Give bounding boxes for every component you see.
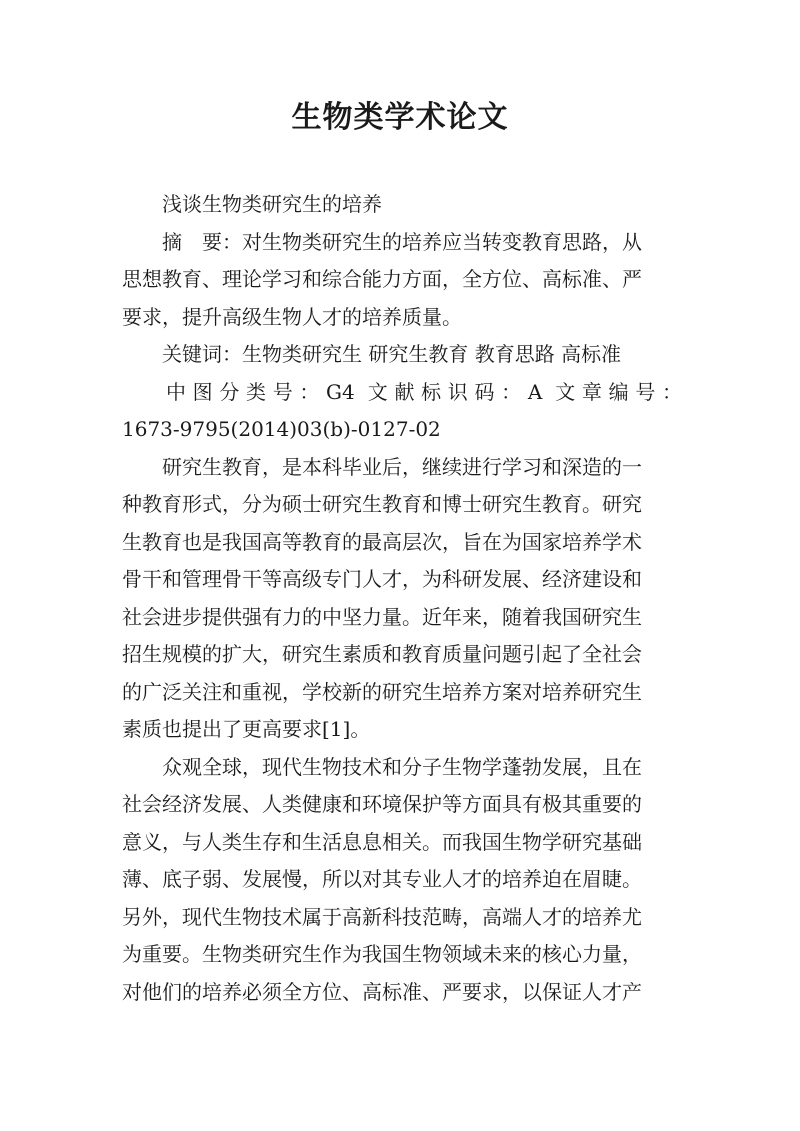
paragraph-line: 另外，现代生物技术属于高新科技范畴，高端人才的培养尤 — [122, 904, 642, 929]
article-number-line: 1673-9795(2014)03(b)-0127-02 — [122, 417, 441, 441]
paragraph-line: 为重要。生物类研究生作为我国生物领域未来的核心力量， — [122, 942, 642, 966]
classification-line: 中图分类号：G4 文献标识码：A 文章编号： — [166, 379, 682, 404]
paragraph-line: 骨干和管理骨干等高级专门人才，为科研发展、经济建设和 — [122, 567, 642, 591]
paragraph-line: 招生规模的扩大，研究生素质和教育质量问题引起了全社会 — [122, 642, 642, 666]
paragraph-line: 素质也提出了更高要求[1]。 — [122, 717, 371, 741]
paragraph-line: 的广泛关注和重视，学校新的研究生培养方案对培养研究生 — [122, 679, 642, 704]
paragraph-line: 社会经济发展、人类健康和环境保护等方面具有极其重要的 — [122, 792, 642, 816]
paragraph-line: 生教育也是我国高等教育的最高层次，旨在为国家培养学术 — [122, 529, 642, 554]
document-title: 生物类学术论文 — [291, 100, 509, 135]
paragraph-line: 意义，与人类生存和生活息息相关。而我国生物学研究基础 — [122, 829, 642, 854]
abstract-line: 摘 要：对生物类研究生的培养应当转变教育思路，从 — [162, 229, 642, 254]
document-body — [122, 186, 682, 1011]
keywords-line: 关键词：生物类研究生 研究生教育 教育思路 高标准 — [162, 342, 622, 366]
paragraph-line: 研究生教育，是本科毕业后，继续进行学习和深造的一 — [162, 454, 642, 479]
paragraph-line: 种教育形式，分为硕士研究生教育和博士研究生教育。研究 — [122, 492, 642, 516]
abstract-line: 要求，提升高级生物人才的培养质量。 — [122, 304, 462, 329]
paragraph-line: 众观全球，现代生物技术和分子生物学蓬勃发展，且在 — [162, 754, 642, 779]
abstract-line: 思想教育、理论学习和综合能力方面，全方位、高标准、严 — [122, 267, 642, 291]
paragraph-line: 社会进步提供强有力的中坚力量。近年来，随着我国研究生 — [122, 604, 642, 629]
paragraph-line: 薄、底子弱、发展慢，所以对其专业人才的培养迫在眉睫。 — [122, 867, 642, 891]
article-subtitle: 浅谈生物类研究生的培养 — [162, 192, 382, 216]
paragraph-line: 对他们的培养必须全方位、高标准、严要求，以保证人才产 — [122, 979, 642, 1004]
